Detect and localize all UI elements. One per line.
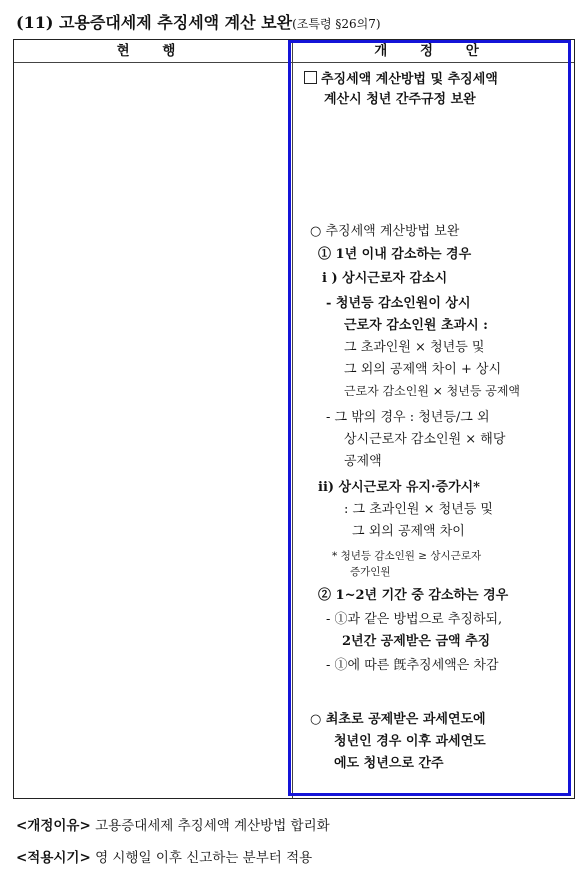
- revised-r3: i ) 상시근로자 감소시: [322, 271, 448, 286]
- revised-r5b: 상시근로자 감소인원 × 해당: [344, 432, 506, 447]
- revised-r5a: - 그 밖의 경우 : 청년등/그 외: [326, 410, 490, 425]
- revised-r4e: 근로자 감소인원 × 청년등 공제액: [344, 384, 521, 398]
- revised-r4b: 근로자 감소인원 초과시 :: [344, 318, 488, 333]
- revised-r9a: - ①과 같은 방법으로 추징하되,: [326, 612, 503, 627]
- revised-r11a: ○ 최초로 공제받은 과세연도에: [310, 712, 486, 727]
- revised-item-title-2: 계산시 청년 간주규정 보완: [324, 92, 476, 107]
- apply-label: <적용시기>: [16, 850, 91, 866]
- revised-r2: ① 1년 이내 감소하는 경우: [318, 247, 472, 262]
- revised-r8: ② 1~2년 기간 중 감소하는 경우: [318, 588, 509, 603]
- section-title: [16, 10, 381, 33]
- revised-r4a: - 청년등 감소인원이 상시: [326, 296, 471, 311]
- revised-highlight-box: [288, 40, 571, 796]
- revised-r6b: : 그 초과인원 × 청년등 및: [344, 502, 493, 517]
- reason-label: <개정이유>: [16, 818, 91, 834]
- revised-item-title: 추징세액 계산방법 및 추징세액: [321, 72, 498, 87]
- header-revised: 개 정 안: [293, 40, 574, 63]
- revised-r9b: 2년간 공제받은 금액 추징: [342, 634, 491, 649]
- revised-r4c: 그 초과인원 × 청년등 및: [344, 340, 485, 355]
- title-sub: (조특령 §26의7): [292, 17, 381, 31]
- reason-line: [16, 814, 330, 834]
- header-current: 현 행: [14, 40, 292, 63]
- revised-r10: - ①에 따른 旣추징세액은 차감: [326, 658, 499, 673]
- revised-r7a: * 청년등 감소인원 ≥ 상시근로자: [332, 550, 482, 562]
- revised-r5c: 공제액: [344, 454, 382, 469]
- revised-r6a: ii) 상시근로자 유지·증가시*: [318, 480, 480, 495]
- revised-r11c: 에도 청년으로 간주: [334, 756, 444, 771]
- revised-r11b: 청년인 경우 이후 과세연도: [334, 734, 486, 749]
- revised-r1: ○ 추징세액 계산방법 보완: [310, 224, 460, 239]
- title-main: (11) 고용증대세제 추징세액 계산 보완: [16, 13, 293, 32]
- revised-r7b: 증가인원: [350, 566, 391, 578]
- apply-line: [16, 846, 312, 866]
- reason-text: 고용증대세제 추징세액 계산방법 합리화: [95, 818, 330, 834]
- apply-text: 영 시행일 이후 신고하는 분부터 적용: [95, 850, 313, 866]
- revised-r4d: 그 외의 공제액 차이 + 상시: [344, 362, 502, 377]
- revised-r6c: 그 외의 공제액 차이: [352, 524, 465, 539]
